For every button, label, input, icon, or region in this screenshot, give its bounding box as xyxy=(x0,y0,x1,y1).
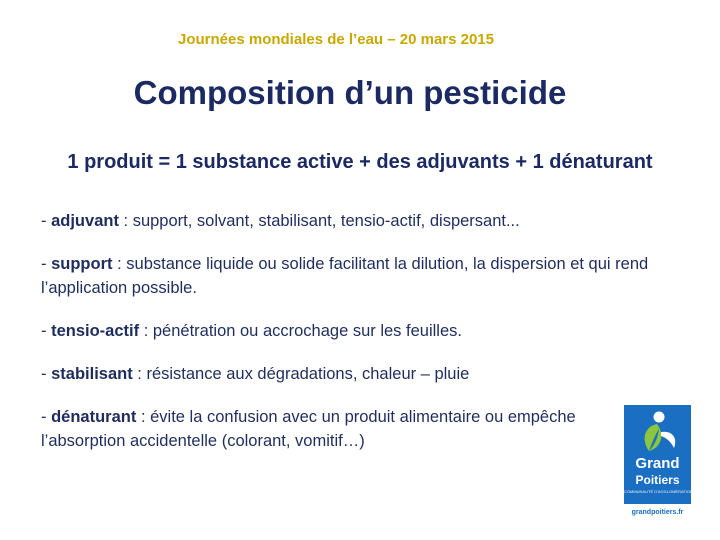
definition-prefix: - xyxy=(41,255,52,273)
logo-url: grandpoitiers.fr xyxy=(631,509,684,516)
logo-subtitle: COMMUNAUTÉ D'AGGLOMÉRATION xyxy=(624,489,693,494)
grand-poitiers-logo xyxy=(624,405,691,540)
definition-text: : support, solvant, stabilisant, tensio-actif, dispersant... xyxy=(118,212,520,230)
definition-term: adjuvant xyxy=(51,212,119,230)
logo-footer xyxy=(624,504,691,540)
definition-term: dénaturant xyxy=(51,408,137,426)
slide-title: Composition d’un pesticide xyxy=(133,74,567,111)
leaf-icon xyxy=(628,408,686,460)
definition-text: : évite la confusion avec un produit alimentaire ou empêche l’absorption accidentelle (colorant, vomitif…) xyxy=(41,408,576,450)
definition-item xyxy=(41,362,661,386)
definition-prefix: - xyxy=(41,365,52,383)
event-header: Journées mondiales de l’eau – 20 mars 2015 xyxy=(178,31,494,48)
definition-prefix: - xyxy=(41,212,52,230)
definition-item xyxy=(41,405,661,453)
definition-item xyxy=(41,209,661,233)
definition-item xyxy=(41,252,661,300)
logo-text-poitiers: Poitiers xyxy=(635,473,680,487)
definition-list xyxy=(41,209,661,472)
definition-item xyxy=(41,319,661,343)
definition-term: support xyxy=(51,255,113,273)
formula-line: 1 produit = 1 substance active + des adjuvants + 1 dénaturant xyxy=(67,151,653,173)
definition-text: : substance liquide ou solide facilitant la dilution, la dispersion et qui rend l’application possible. xyxy=(41,255,649,297)
definition-prefix: - xyxy=(41,408,52,426)
definition-prefix: - xyxy=(41,322,52,340)
logo-text-grand: Grand xyxy=(635,455,680,472)
definition-term: tensio-actif xyxy=(51,322,140,340)
definition-term: stabilisant xyxy=(51,365,133,383)
definition-text: : pénétration ou accrochage sur les feuilles. xyxy=(139,322,462,340)
definition-text: : résistance aux dégradations, chaleur – pluie xyxy=(132,365,470,383)
